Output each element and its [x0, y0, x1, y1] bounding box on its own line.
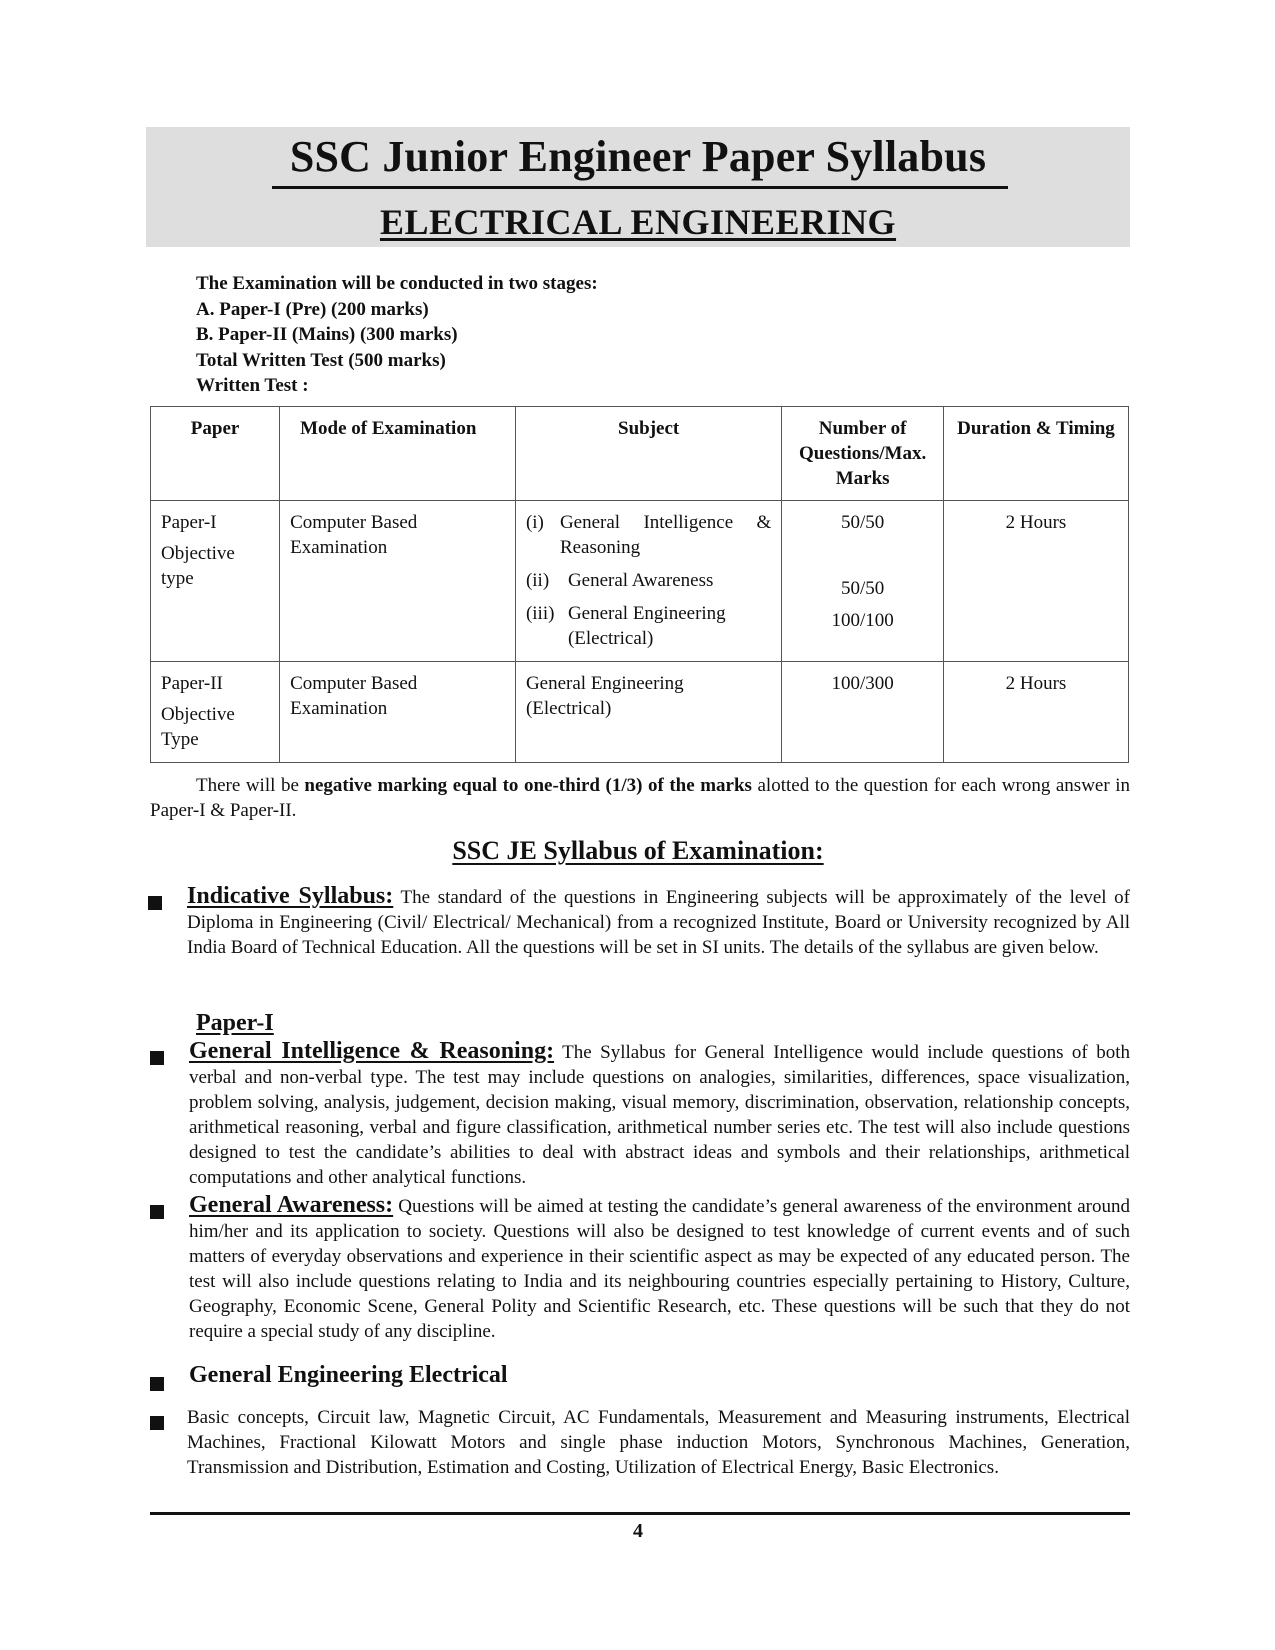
intro-line: B. Paper-II (Mains) (300 marks): [196, 324, 458, 345]
square-bullet-icon: [150, 1416, 164, 1430]
exam-table: [150, 406, 1129, 763]
marks-value: 50/50: [840, 512, 885, 533]
mode-cell: Computer Based Examination: [280, 662, 516, 763]
general-awareness-text: Questions will be aimed at testing the candidate’s general awareness of the environment around him/her and its application to society. Questions will also be designed to test knowledge of current events and of such matters of everyday observations and experience in their scientific aspect as may be expected of any educated person. The test will also include questions relating to India and its neighbouring countries especially pertaining to History, Culture, Geography, Economic Scene, General Polity and Scientific Research, etc. These questions will be such that they do not require a special study of any discipline.: [189, 1196, 1130, 1342]
subject-number: (i): [525, 512, 544, 533]
title-divider: [272, 186, 1008, 189]
square-bullet-icon: [150, 1377, 164, 1391]
subject-text: General Awareness: [567, 570, 714, 591]
subject-item: [526, 510, 771, 560]
column-header: Number of Questions/Max. Marks: [782, 407, 944, 501]
subject-cell: [515, 501, 781, 662]
footer-divider: [150, 1512, 1130, 1515]
paper-name: Paper-II: [161, 673, 223, 694]
marks-value: 50/50: [840, 578, 885, 599]
column-header: Paper: [151, 407, 280, 501]
paper-type: Objective: [161, 543, 235, 564]
subject-text: [560, 510, 771, 560]
subject-item: [526, 601, 771, 651]
general-awareness-heading: General Awareness:: [189, 1192, 394, 1218]
column-header: Mode of Examination: [280, 407, 516, 501]
indicative-syllabus-text: The standard of the questions in Engineering subjects will be approximately of the level of Diploma in Engineering (Civil/ Electrical/ Mechanical) from a recognized Institute, Board or University recognized by All India Board of Technical Education. All the questions will be set in SI units. The details of the syllabus are given below.: [187, 887, 1130, 958]
paper-cell: [151, 662, 280, 763]
square-bullet-icon: [148, 896, 162, 910]
duration-cell: 2 Hours: [943, 662, 1128, 763]
section-title: SSC JE Syllabus of Examination:: [452, 836, 824, 865]
general-engineering-heading: General Engineering Electrical: [189, 1362, 508, 1388]
paper-name: Paper-I: [161, 512, 217, 533]
negative-marking-note: [150, 773, 1130, 823]
square-bullet-icon: [150, 1205, 164, 1219]
page-number: 4: [633, 1520, 643, 1542]
general-intelligence-paragraph: [189, 1039, 1130, 1190]
marks-cell: 100/300: [782, 662, 944, 763]
column-header: Subject: [515, 407, 781, 501]
general-awareness-paragraph: [189, 1193, 1130, 1344]
indicative-syllabus-heading: Indicative Syllabus:: [187, 883, 394, 909]
subject-label: General Intelligence & Reasoning: [559, 512, 772, 558]
subject-number: (ii): [525, 570, 550, 591]
general-intelligence-heading: General Intelligence & Reasoning:: [189, 1038, 555, 1064]
page-title: SSC Junior Engineer Paper Syllabus: [289, 132, 987, 181]
note-text: alotted to the question for each wrong answer in Paper-I & Paper-II.: [150, 775, 1130, 821]
exam-intro: [196, 271, 598, 399]
indicative-syllabus-paragraph: [187, 884, 1130, 960]
paper-type: Objective: [161, 704, 235, 725]
square-bullet-icon: [150, 1051, 164, 1065]
page-subtitle: ELECTRICAL ENGINEERING: [379, 202, 897, 242]
marks-cell: [782, 501, 944, 662]
marks-value: 100/100: [831, 610, 894, 631]
mode-cell: Computer Based Examination: [280, 501, 516, 662]
subject-number: (iii): [525, 603, 555, 624]
intro-line: The Examination will be conducted in two stages:: [196, 273, 598, 294]
subject-item: [526, 568, 771, 593]
general-intelligence-text: The Syllabus for General Intelligence would include questions of both verbal and non-verbal type. The test may include questions on analogies, similarities, differences, space visualization, problem solving, analysis, judgement, decision making, visual memory, discrimination, observation, relationship concepts, arithmetical reasoning, verbal and figure classification, arithmetical number series etc. The test will also include questions designed to test the candidate’s abilities to deal with abstract ideas and symbols and their relationships, arithmetical computations and other analytical functions.: [189, 1042, 1130, 1188]
subject-cell: General Engineering (Electrical): [515, 662, 781, 763]
table-row: [151, 501, 1129, 662]
paper-cell: [151, 501, 280, 662]
paper-1-heading: Paper-I: [196, 1010, 274, 1036]
note-text: There will be: [196, 775, 305, 796]
table-row: [151, 662, 1129, 763]
subject-text: General Engineering (Electrical): [567, 603, 726, 649]
paper-type: type: [161, 568, 194, 589]
duration-cell: 2 Hours: [943, 501, 1128, 662]
intro-line: Written Test :: [196, 375, 309, 396]
table-header-row: [151, 407, 1129, 501]
intro-line: Total Written Test (500 marks): [196, 349, 446, 371]
paper-type: Type: [161, 729, 199, 750]
column-header: Duration & Timing: [943, 407, 1128, 501]
note-emphasis: negative marking equal to one-third (1/3) of the marks: [304, 775, 752, 796]
general-engineering-text: Basic concepts, Circuit law, Magnetic Circuit, AC Fundamentals, Measurement and Measuring instruments, Electrical Machines, Fractional Kilowatt Motors and single phase induction Motors, Synchronous Machines, Generation, Transmission and Distribution, Estimation and Costing, Utilization of Electrical Energy, Basic Electronics.: [187, 1407, 1130, 1478]
intro-line: A. Paper-I (Pre) (200 marks): [196, 298, 429, 320]
